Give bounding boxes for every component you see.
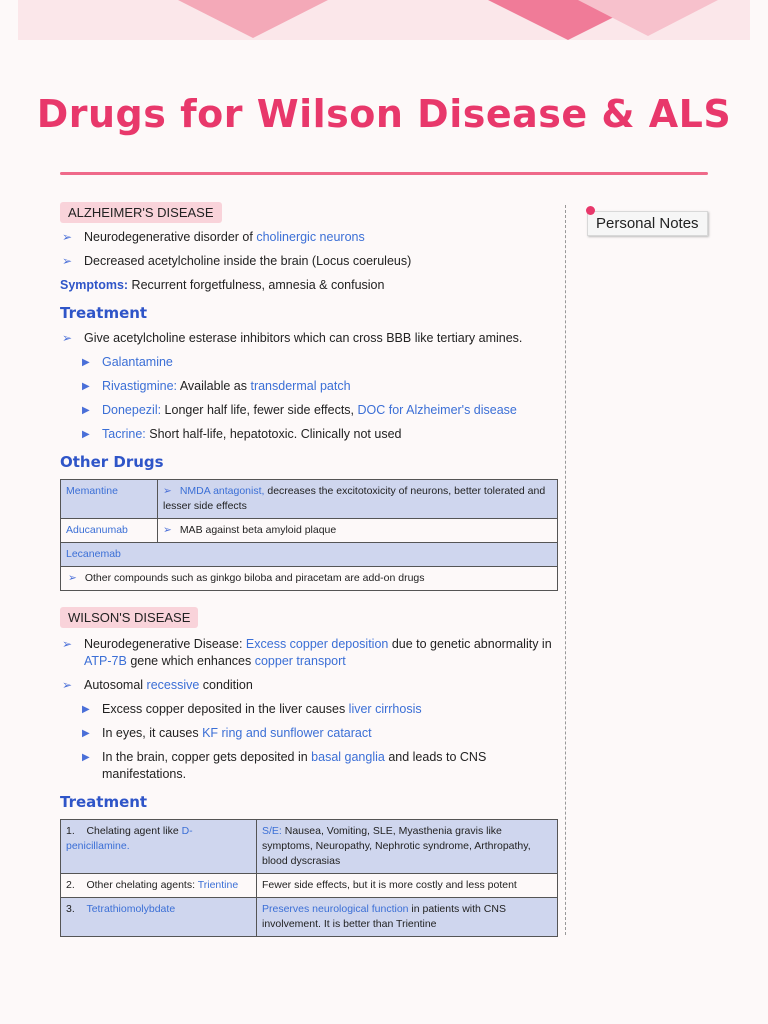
table-cell <box>158 519 558 543</box>
cell-text: Chelating agent like <box>86 825 182 837</box>
cell-highlight: Trientine <box>197 879 239 891</box>
title-underline <box>60 172 708 175</box>
table-row <box>61 543 558 567</box>
table-row <box>61 898 558 937</box>
list-item <box>60 677 558 694</box>
triangle-bullet-icon: ▶ <box>82 752 90 763</box>
cell-text: MAB against beta amyloid plaque <box>179 524 337 536</box>
pin-icon <box>586 206 595 215</box>
bullet-highlight: cholinergic neurons <box>256 230 365 244</box>
main-content <box>60 200 558 951</box>
cell-highlight: D-penicillamine. <box>66 825 193 852</box>
list-item <box>60 253 558 270</box>
list-item <box>60 749 558 783</box>
section-label-wilson: WILSON'S DISEASE <box>60 607 198 628</box>
page-title: Drugs for Wilson Disease & ALS <box>36 92 732 136</box>
list-item <box>60 701 558 718</box>
table-cell <box>61 567 558 591</box>
table-cell <box>257 898 558 937</box>
drug-name: Donepezil: <box>102 403 162 417</box>
cell-text: Other chelating agents: <box>86 879 198 891</box>
arrow-bullet-icon: ➢ <box>62 230 73 244</box>
symptoms-line <box>60 277 558 294</box>
bullet-highlight: basal ganglia <box>311 750 385 764</box>
arrow-bullet-icon: ➢ <box>163 524 172 536</box>
bullet-text: condition <box>199 678 253 692</box>
table-cell: Aducanumab <box>61 519 158 543</box>
bullet-text: gene which enhances <box>126 654 255 668</box>
cell-text: in patients with CNS involvement. It is better than Trientine <box>262 903 506 930</box>
list-item <box>60 354 558 371</box>
table-cell <box>61 820 257 874</box>
table-row <box>61 480 558 519</box>
symptoms-text: Recurrent forgetfulness, amnesia & confusion <box>128 278 385 292</box>
arrow-bullet-icon: ➢ <box>62 254 73 268</box>
table-row <box>61 519 558 543</box>
table-cell <box>158 480 558 519</box>
table-cell <box>61 874 257 898</box>
row-number: 2. <box>66 879 75 891</box>
heading-other-drugs: Other Drugs <box>60 453 164 471</box>
bullet-text: Excess copper deposited in the liver causes <box>102 702 349 716</box>
table-row <box>61 874 558 898</box>
table-cell: Fewer side effects, but it is more costly and less potent <box>257 874 558 898</box>
cell-highlight: Tetrathiomolybdate <box>86 903 176 915</box>
cell-text: decreases the excitotoxicity of neurons, better tolerated and lesser side effects <box>163 485 546 512</box>
heading-treatment: Treatment <box>60 304 148 322</box>
other-drugs-table <box>60 479 558 591</box>
table-cell <box>257 820 558 874</box>
triangle-bullet-icon: ▶ <box>82 405 90 416</box>
triangle-bullet-icon: ▶ <box>82 728 90 739</box>
drug-name: Rivastigmine: <box>102 379 178 393</box>
drug-highlight: DOC for Alzheimer's disease <box>357 403 517 417</box>
list-item <box>60 402 558 419</box>
bullet-highlight: ATP-7B <box>84 654 127 668</box>
banner-triangle <box>578 0 718 36</box>
table-cell <box>61 898 257 937</box>
bullet-text: Decreased acetylcholine inside the brain (Locus coeruleus) <box>84 254 412 268</box>
cell-highlight: S/E: <box>262 825 282 837</box>
bullet-highlight: copper transport <box>254 654 346 668</box>
arrow-bullet-icon: ➢ <box>163 485 172 497</box>
drug-name: Galantamine <box>102 355 173 369</box>
row-number: 1. <box>66 825 75 837</box>
notes-divider <box>565 205 566 935</box>
personal-notes-label: Personal Notes <box>596 215 699 232</box>
bullet-text: Neurodegenerative disorder of <box>84 230 257 244</box>
heading-wilson-treatment: Treatment <box>60 793 148 811</box>
drug-name: Tacrine: <box>102 427 146 441</box>
bullet-highlight: recessive <box>146 678 200 692</box>
drug-text: Longer half life, fewer side effects, <box>161 403 358 417</box>
arrow-bullet-icon: ➢ <box>62 637 73 651</box>
triangle-bullet-icon: ▶ <box>82 357 90 368</box>
bullet-text: In the brain, copper gets deposited in <box>102 750 312 764</box>
table-row <box>61 567 558 591</box>
cell-highlight: NMDA antagonist, <box>179 485 265 497</box>
top-banner <box>18 0 750 40</box>
arrow-bullet-icon: ➢ <box>62 678 73 692</box>
cell-text: Other compounds such as ginkgo biloba and piracetam are add-on drugs <box>84 572 425 584</box>
cell-highlight: Preserves neurological function <box>262 903 409 915</box>
list-item <box>60 378 558 395</box>
bullet-text: Give acetylcholine esterase inhibitors which can cross BBB like tertiary amines. <box>84 331 523 345</box>
triangle-bullet-icon: ▶ <box>82 704 90 715</box>
banner-triangle <box>178 0 328 38</box>
bullet-highlight: Excess copper deposition <box>245 637 389 651</box>
triangle-bullet-icon: ▶ <box>82 381 90 392</box>
drug-highlight: transdermal patch <box>250 379 351 393</box>
list-item <box>60 636 558 670</box>
list-item <box>60 725 558 742</box>
table-cell: Memantine <box>61 480 158 519</box>
personal-notes-tag <box>587 211 708 236</box>
row-number: 3. <box>66 903 75 915</box>
wilson-treatment-table <box>60 819 558 937</box>
arrow-bullet-icon: ➢ <box>62 331 73 345</box>
drug-text: Available as <box>177 379 251 393</box>
bullet-text: Autosomal <box>84 678 147 692</box>
table-row <box>61 820 558 874</box>
symptoms-label: Symptoms: <box>60 278 129 292</box>
triangle-bullet-icon: ▶ <box>82 429 90 440</box>
list-item <box>60 229 558 246</box>
bullet-text: In eyes, it causes <box>102 726 203 740</box>
bullet-text: and leads to CNS manifestations. <box>102 750 487 781</box>
arrow-bullet-icon: ➢ <box>68 572 77 584</box>
bullet-highlight: liver cirrhosis <box>348 702 422 716</box>
section-label-alzheimers: ALZHEIMER'S DISEASE <box>60 202 222 223</box>
drug-text: Short half-life, hepatotoxic. Clinically not used <box>145 427 402 441</box>
bullet-highlight: KF ring and sunflower cataract <box>202 726 372 740</box>
table-cell: Lecanemab <box>61 543 558 567</box>
cell-text: Nausea, Vomiting, SLE, Myasthenia gravis like symptoms, Neuropathy, Nephrotic syndrome, Arthropathy, blood dyscrasias <box>262 825 531 867</box>
list-item <box>60 330 558 347</box>
bullet-text: Neurodegenerative Disease: <box>84 637 246 651</box>
bullet-text: due to genetic abnormality in <box>388 637 552 651</box>
list-item <box>60 426 558 443</box>
